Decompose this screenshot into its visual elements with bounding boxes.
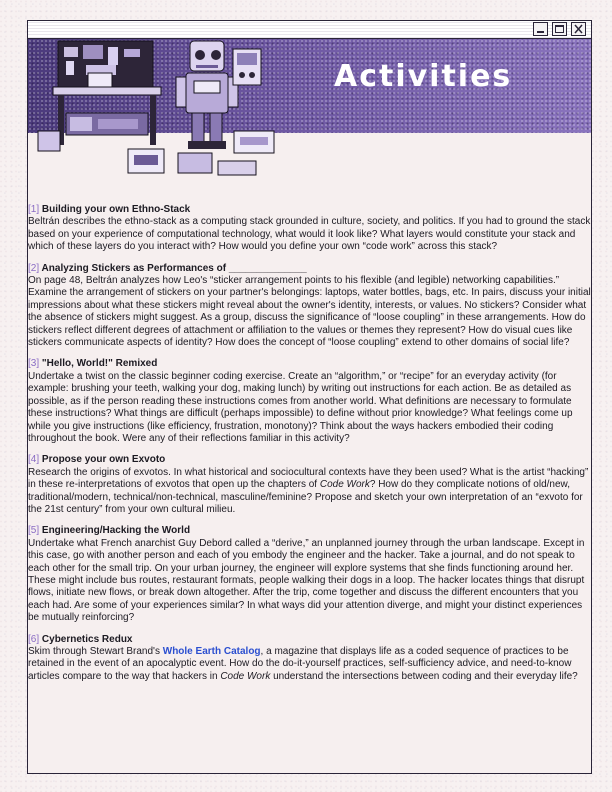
book-title: Code Work xyxy=(319,479,370,491)
page-title: Activities xyxy=(334,59,513,94)
whole-earth-catalog-link[interactable]: Whole Earth Catalog xyxy=(162,646,261,657)
activity-body: Undertake what French anarchist Guy Debord called a “derive,” an unplanned journey through the urban landscape. Except in this case, go with another person and each of you embody the engineer and the hacker. Take a journal, and do not speak to each other for the small trip. On your urban journey, the engineer will explore systems that she finds functioning around her. These might include bus routes, restaurant formats, people walking their dogs in a loop. The hacker locates things that disrupt flows, initiate new flows, or break down altogether. After the trip, come together and discuss the different encounters that you each had. Are some of your experiences similar? In what ways did your attention diverge, and might your distinct experiences be mutually reinforcing? xyxy=(28,537,585,624)
activity-title: Propose your own Exvoto xyxy=(41,454,166,466)
activity-body: Undertake a twist on the classic beginner coding exercise. Create an “algorithm,” or “recipe” for an everyday activity (for example: brushing your teeth, walking your dog, making lunch) by writing out instructions for each action. Be as detailed as possible, as if the person reading these instructions comes from another world. What definitions are necessary to formulate these instructions? What things are difficult (perhaps impossible) to define without prior knowledge? What feelings come up while you give instructions (like efficiency, frustration, monotony)? Think about the ways hackers embodied their coding throughout the book. Were any of their reflections familiar in this activity? xyxy=(28,370,573,444)
activity-item xyxy=(28,454,591,516)
minimize-icon[interactable] xyxy=(533,22,548,36)
activity-heading xyxy=(28,358,591,370)
activity-body: Beltrán describes the ethno-stack as a computing stack grounded in culture, society, and politics. If you had to ground the stack based on your experience of computational technology, what would it look like? What layers would constitute your stack and which of these layers do you interact with? How would you define your own “code work” across this stack? xyxy=(28,216,591,253)
activity-heading xyxy=(28,525,591,537)
activities-list xyxy=(28,204,591,692)
activity-number: [1] xyxy=(28,204,40,215)
activity-body: Skim through Stewart Brand's Whole Earth Catalog, a magazine that displays life as a coded sequence of practices to be retained in the event of an apocalyptic event. How do the do-it-yourself practices, self-sufficiency advice, and need-to-know articles compare to the way that hackers in Code Work understand the intersections between coding and their everyday life? xyxy=(28,646,578,682)
book-title: Code Work xyxy=(220,670,271,682)
activity-title: Engineering/Hacking the World xyxy=(41,525,191,537)
workbench xyxy=(53,41,161,145)
activities-window xyxy=(27,20,592,774)
workshop-illustration xyxy=(28,21,288,186)
activity-number: [6] xyxy=(28,633,40,645)
activity-title: "Hello, World!" Remixed xyxy=(41,358,158,370)
robot-figure xyxy=(176,41,238,149)
activity-item xyxy=(28,263,591,350)
activity-heading xyxy=(28,204,591,216)
activity-body: Research the origins of exvotos. In what historical and sociocultural contexts have they been used? What is the artist “hacking” in these re-interpretations of exvotos that open up the chapters of Code Work? How do they complicate notions of old/new, traditional/modern, technical/non-technical, masculine/feminine? Propose and sketch your own interpretation of an “exvoto for the 21st century” from your own cultural milieu. xyxy=(28,466,589,515)
activity-item xyxy=(28,204,591,254)
activity-number: [3] xyxy=(28,358,40,370)
maximize-icon[interactable] xyxy=(552,22,567,36)
activity-number: [4] xyxy=(28,454,40,466)
activity-title: Analyzing Stickers as Performances of ______________ xyxy=(41,262,307,274)
activity-item xyxy=(28,634,591,684)
activity-number: [2] xyxy=(28,262,40,274)
activity-number: [5] xyxy=(28,525,40,537)
activity-heading xyxy=(28,454,591,466)
activity-item xyxy=(28,525,591,624)
close-icon[interactable] xyxy=(571,22,586,36)
activity-item xyxy=(28,358,591,445)
activity-body: On page 48, Beltrán analyzes how Leo's “sticker arrangement points to his flexible (and legible) networking capabilities.” Examine the arrangement of stickers on your partner's belongings: laptops, water bottles, bags, etc. In pairs, discuss your initial impressions about what these stickers might reveal about the owner's identity, interests, or values. No stickers? Consider what the absence of stickers might suggest. As a group, discuss the significance of “loose coupling” in these arrangements. How do stickers reflect different degrees of attachment or affiliation to the values or themes they represent? How do visual cues like stickers communicate aspects of identity? How does the concept of “loose coupling” extend to other domains of social life? xyxy=(28,275,591,349)
activity-heading xyxy=(28,634,591,646)
activity-title: Cybernetics Redux xyxy=(41,633,133,645)
activity-title: Building your own Ethno-Stack xyxy=(41,204,191,215)
activity-heading xyxy=(28,263,591,275)
